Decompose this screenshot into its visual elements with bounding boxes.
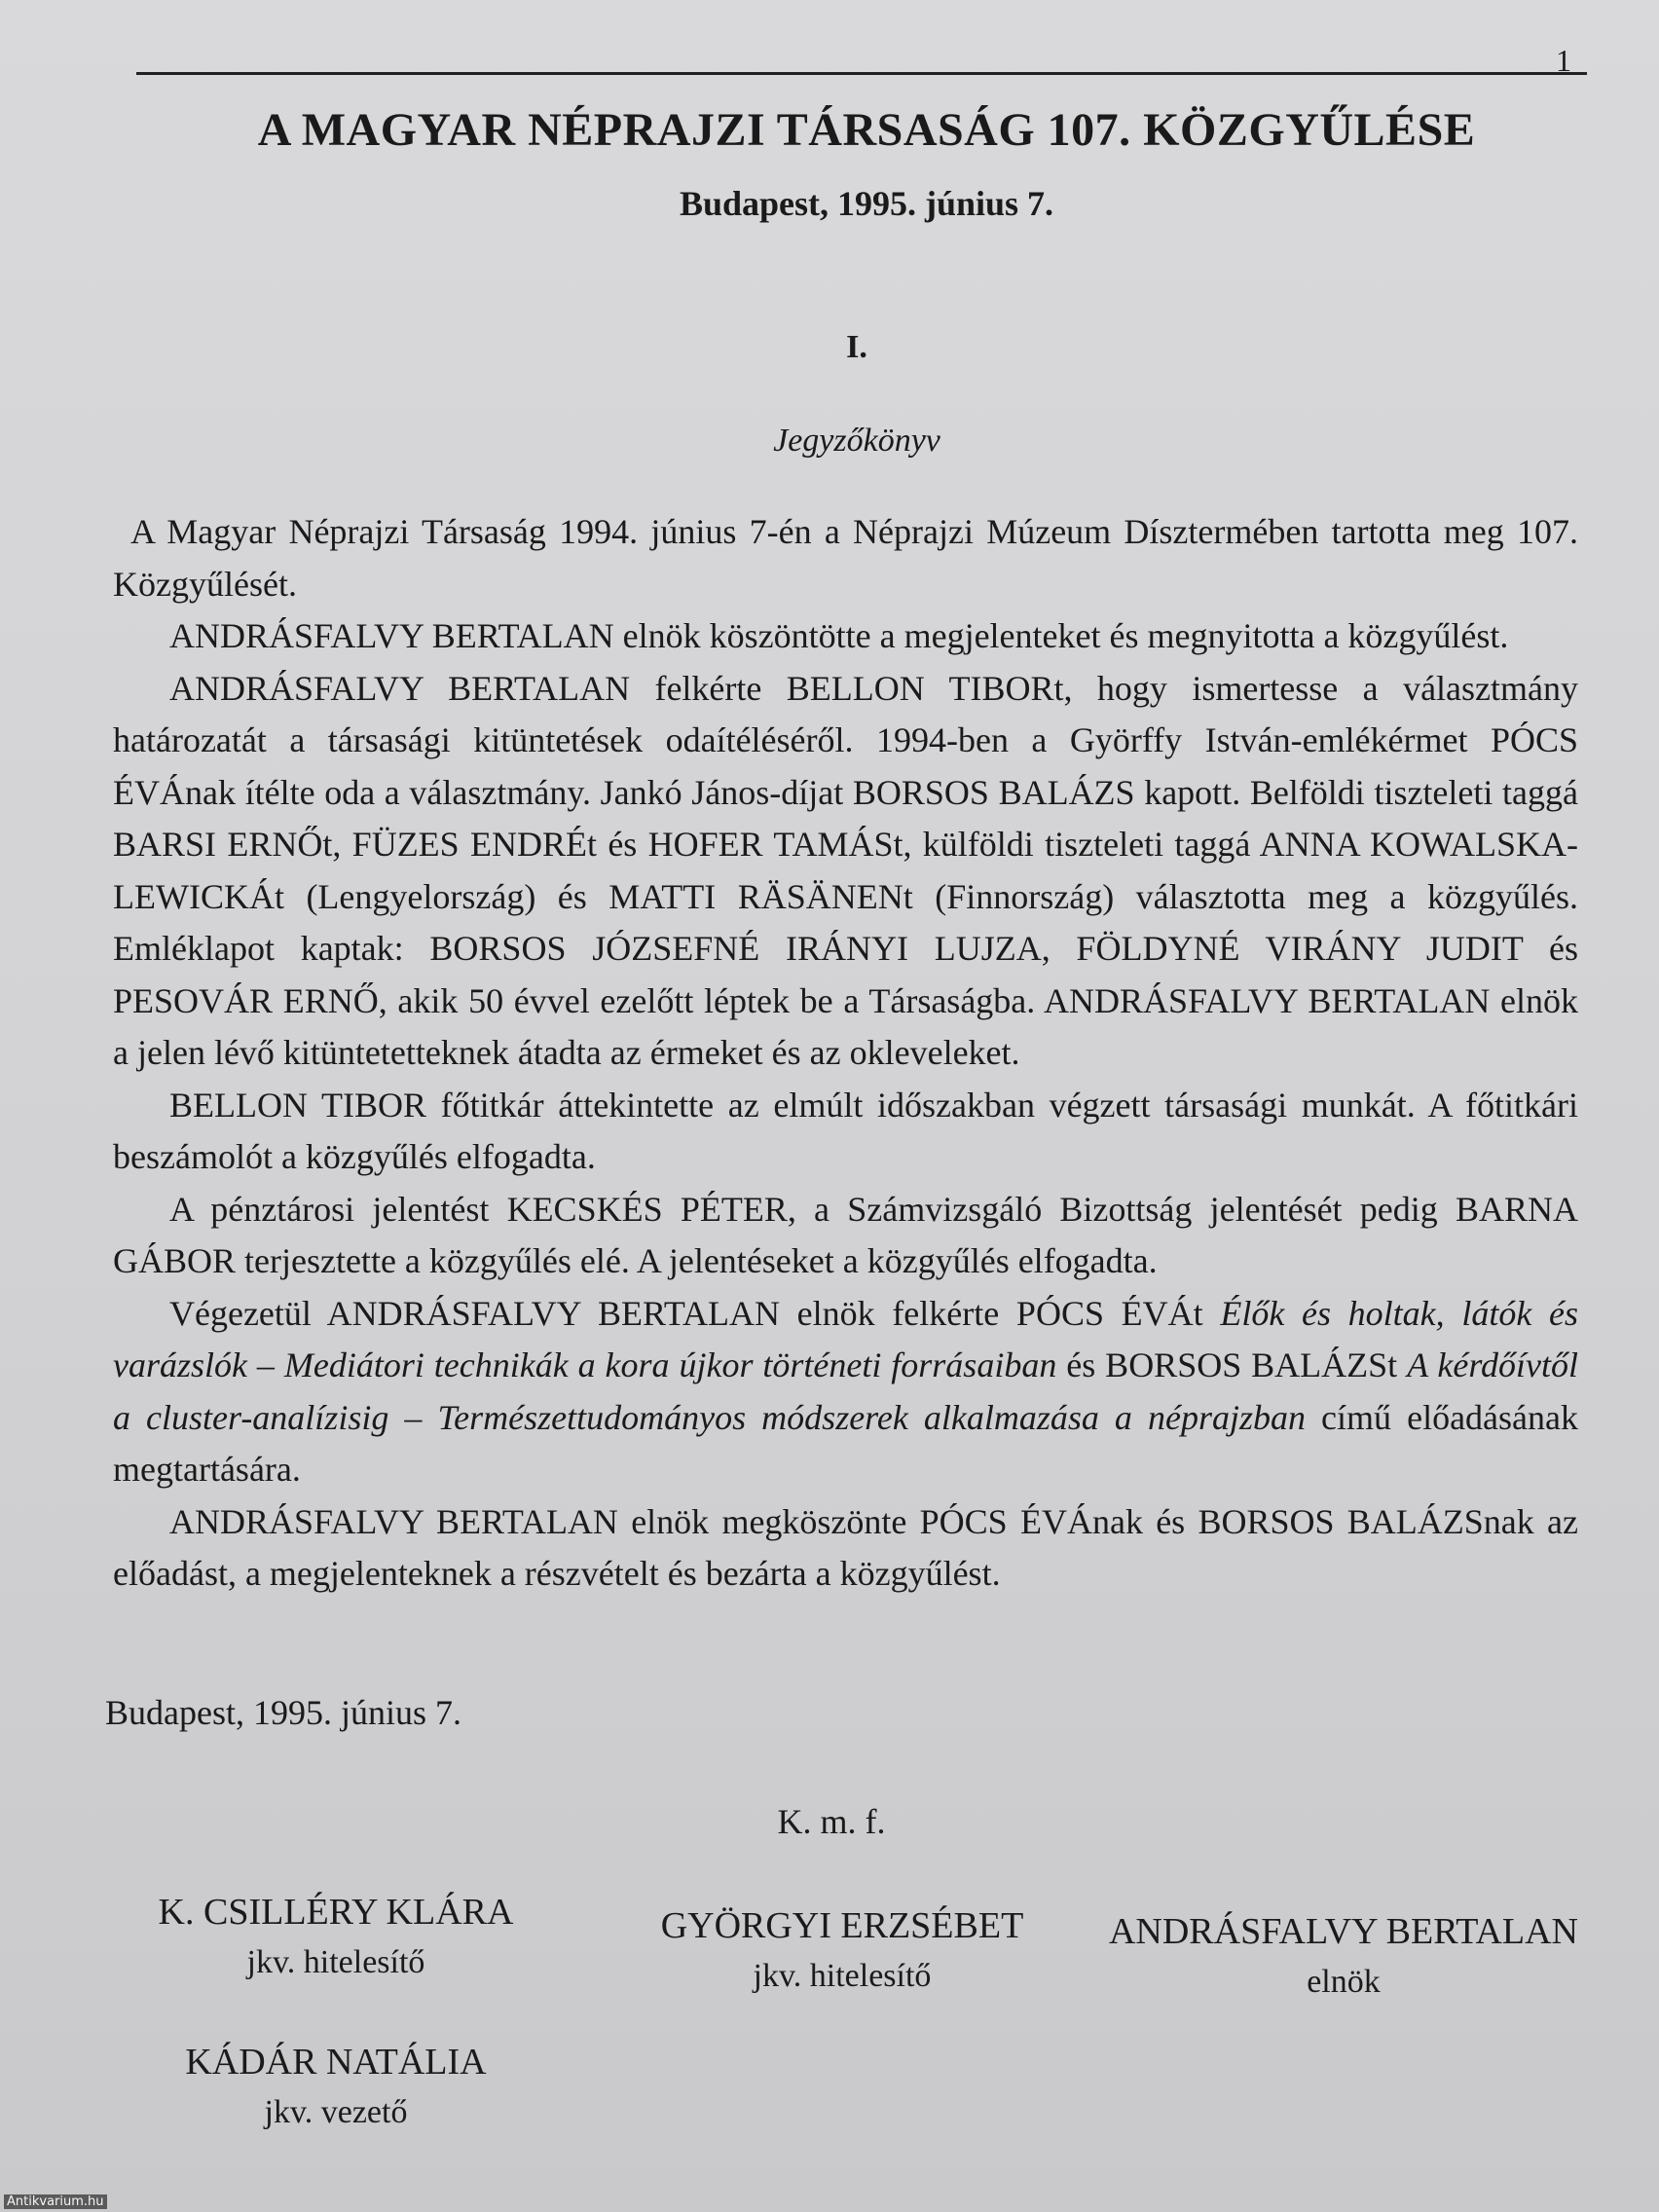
paragraph: ANDRÁSFALVY BERTALAN elnök köszöntötte a megjelenteket és megnyitotta a közgyűlést. — [169, 616, 1509, 655]
paragraph-text: és BORSOS BALÁZSt — [1056, 1346, 1408, 1384]
signatory-role: elnök — [1307, 1964, 1381, 2000]
signatory-name: KÁDÁR NATÁLIA — [185, 2042, 487, 2083]
paragraph-text: Végezetül ANDRÁSFALVY BERTALAN elnök felkérte PÓCS ÉVÁt — [169, 1293, 1221, 1333]
paragraph: ANDRÁSFALVY BERTALAN felkérte BELLON TIBORt, hogy ismertesse a választmány határozatát a társasági kitüntetések odaítéléséről. 1994-ben a Györffy István-emlékérmet PÓCS ÉVÁnak ítélte oda a választmány. Jankó János-díjat BORSOS BALÁZS kapott. Belföldi tiszteleti taggá BARSI ERNŐt, FÜZES ENDRÉt és HOFER TAMÁSt, külföldi tiszteleti taggá ANNA KOWALSKA-LEWICKÁt (Lengyelország) és MATTI RÄSÄNENt (Finnország) választotta meg a közgyűlés. Emléklapot kaptak: BORSOS JÓZSEFNÉ IRÁNYI LUJZA, FÖLDYNÉ VIRÁNY JUDIT és PESOVÁR ERNŐ, akik 50 évvel ezelőtt léptek be a Társaságba. ANDRÁSFALVY BERTALAN elnök a jelen lévő kitüntetetteknek átadta az érmeket és az okleveleket. — [113, 668, 1578, 1072]
signatory-role: jkv. hitelesítő — [246, 1944, 425, 1980]
document-subtitle: Budapest, 1995. június 7. — [679, 184, 1054, 223]
lecture-title: Élők és holtak, látók és varázslók – Mediátori technikák a kora újkor történeti forrásaiban — [113, 1293, 1579, 1384]
signature-block — [117, 1887, 555, 1988]
document-title: A MAGYAR NÉPRAJZI TÁRSASÁG 107. KÖZGYŰLÉSE — [257, 104, 1476, 156]
kmf-line: K. m. f. — [777, 1802, 886, 1841]
minutes-body — [113, 506, 1578, 1601]
header-rule — [136, 72, 1587, 75]
signatory-name: ANDRÁSFALVY BERTALAN — [1108, 1911, 1579, 1952]
signatory-role: jkv. vezető — [264, 2094, 408, 2130]
section-heading: Jegyzőkönyv — [773, 423, 940, 459]
paragraph: BELLON TIBOR főtitkár áttekintette az elmúlt időszakban végzett társasági munkát. A főtitkári beszámolót a közgyűlés elfogadta. — [113, 1085, 1578, 1176]
section-number: I. — [846, 329, 867, 365]
signatory-role: jkv. hitelesítő — [753, 1958, 932, 1994]
signature-block — [1081, 1906, 1606, 2008]
page-number: 1 — [1556, 43, 1571, 78]
signature-block — [117, 2037, 555, 2138]
signatory-name: GYÖRGYI ERZSÉBET — [660, 1905, 1024, 1946]
watermark: Antikvarium.hu — [4, 2194, 107, 2209]
paragraph: A Magyar Néprajzi Társaság 1994. június 7-én a Néprajzi Múzeum Dísztermében tartotta meg 107. Közgyűlését. — [113, 512, 1578, 604]
signature-block — [623, 1900, 1061, 2002]
lecture-title: A kérdőívtől a cluster-analízisig – Természettudományos módszerek alkalmazása a néprajzban — [113, 1346, 1579, 1437]
date-line: Budapest, 1995. június 7. — [105, 1693, 461, 1732]
signatory-name: K. CSILLÉRY KLÁRA — [158, 1892, 514, 1933]
paragraph — [113, 1288, 1578, 1496]
paragraph: A pénztárosi jelentést KECSKÉS PÉTER, a Számvizsgáló Bizottság jelentését pedig BARNA GÁBOR terjesztette a közgyűlés elé. A jelentéseket a közgyűlés elfogadta. — [113, 1189, 1578, 1280]
paragraph-text: című előadásának megtartására. — [113, 1397, 1579, 1489]
paragraph: ANDRÁSFALVY BERTALAN elnök megköszönte PÓCS ÉVÁnak és BORSOS BALÁZSnak az előadást, a megjelenteknek a részvételt és bezárta a közgyűlést. — [113, 1501, 1578, 1593]
